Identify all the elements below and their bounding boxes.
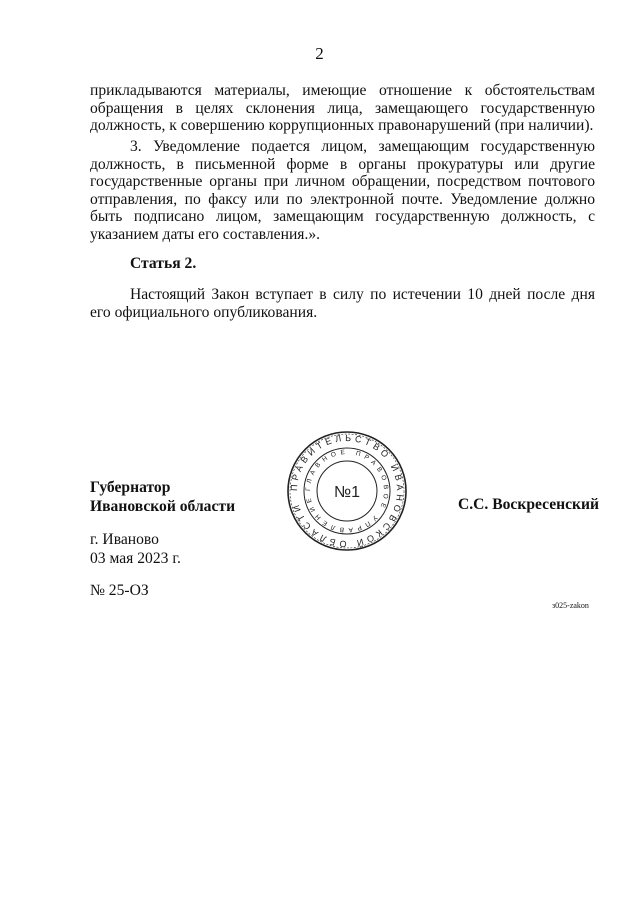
official-seal <box>286 430 408 552</box>
article-text: Настоящий Закон вступает в силу по истечении 10 дней после дня его официального опубликования. <box>90 286 595 321</box>
governor-title-line-1: Губернатор <box>90 479 171 496</box>
seal-number: №1 <box>333 484 361 501</box>
article-heading: Статья 2. <box>130 255 197 272</box>
law-number: № 25-ОЗ <box>90 582 149 599</box>
date: 03 мая 2023 г. <box>90 550 181 567</box>
body-paragraph-2: 3. Уведомление подается лицом, замещающим государственную должность, в письменной форме в органы прокуратуры или другие государственные органы при личном обращении, посредством почтового отправления, по факсу или по электронной почте. Уведомление должно быть подписано лицом, замещающим государственную должность, с указанием даты его составления.». <box>90 138 595 243</box>
seal-outer-text: ПРАВИТЕЛЬСТВО ИВАНОВСКОЙ ОБЛАСТИ <box>288 432 406 550</box>
governor-title <box>90 478 235 516</box>
seal-inner-text: ГЛАВНОЕ ПРАВОВОЕ УПРАВЛЕНИЕ <box>304 449 389 534</box>
place: г. Иваново <box>90 531 159 548</box>
governor-title-line-2: Ивановской области <box>90 498 236 515</box>
page-number: 2 <box>315 44 324 63</box>
governor-name: С.С. Воскресенский <box>458 496 599 513</box>
body-paragraph-1: прикладываются материалы, имеющие отношение к обстоятельствам обращения в целях склонения лица, замещающего государственную должность, к совершению коррупционных правонарушений (при наличии). <box>90 82 595 135</box>
document-code: з025-zakon <box>552 601 589 610</box>
place-and-date <box>90 530 181 568</box>
